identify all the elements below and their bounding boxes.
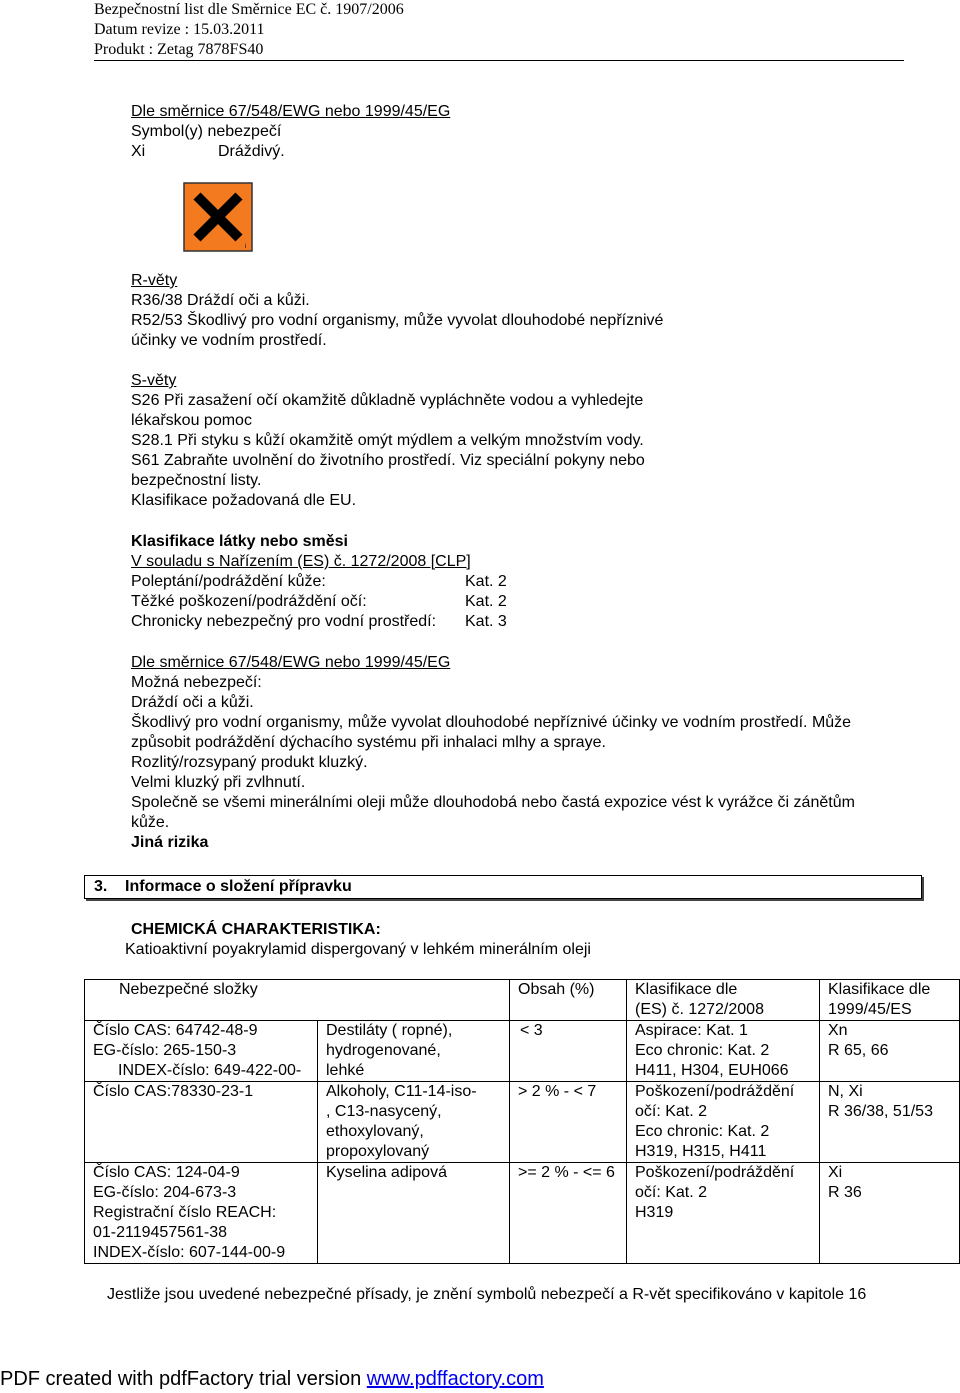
hazard-line: Velmi kluzký při zvlhnutí. — [131, 774, 306, 791]
component-name: Kyselina adipová — [318, 1163, 510, 1264]
eu-directive-block — [131, 102, 931, 162]
symbol-row — [131, 142, 931, 162]
section-3-header — [84, 875, 922, 899]
header-content: Obsah (%) — [510, 980, 627, 1021]
component-clp: Aspirace: Kat. 1 Eco chronic: Kat. 2 H411, H304, EUH066 — [627, 1021, 820, 1082]
table-row — [85, 1163, 960, 1264]
pdf-factory-link[interactable]: www.pdffactory.com — [366, 1368, 544, 1390]
hazards-block — [131, 653, 931, 853]
clp-row — [131, 592, 931, 612]
symbol-code: Xi — [131, 143, 146, 160]
components-footnote: Jestliže jsou uvedené nebezpečné přísady, je znění symbolů nebezpečí a R-vět specifikováno v kapitole 16 — [107, 1286, 867, 1303]
clp-value: Kat. 3 — [465, 613, 507, 630]
other-hazards-label: Jiná rizika — [131, 834, 209, 851]
symbol-name: Dráždivý. — [218, 143, 285, 160]
r-phrase-line: R52/53 Škodlivý pro vodní organismy, může vyvolat dlouhodobé nepříznivé — [131, 312, 664, 329]
table-row — [85, 1082, 960, 1163]
s-phrases-block — [131, 371, 931, 511]
pdf-footer-text: PDF created with pdfFactory trial version — [0, 1368, 367, 1390]
r-phrase-line: účinky ve vodním prostředí. — [131, 332, 327, 349]
clp-block — [131, 532, 931, 632]
hazard-line: Rozlitý/rozsypaný produkt kluzký. — [131, 754, 368, 771]
s-phrase-line: S26 Při zasažení očí okamžitě důkladně vypláchněte vodou a vyhledejte — [131, 392, 644, 409]
component-dsd: N, Xi R 36/38, 51/53 — [820, 1082, 960, 1163]
hazard-line: Dráždí oči a kůži. — [131, 694, 254, 711]
s-phrase-line: Klasifikace požadovaná dle EU. — [131, 492, 357, 509]
component-content: >= 2 % - <= 6 — [510, 1163, 627, 1264]
s-phrase-line: S28.1 Při styku s kůží okamžitě omýt mýdlem a velkým množstvím vody. — [131, 432, 644, 449]
component-dsd: Xn R 65, 66 — [820, 1021, 960, 1082]
s-phrase-line: bezpečnostní listy. — [131, 472, 262, 489]
s-phrases-title: S-věty — [131, 372, 177, 389]
eu-heading: Dle směrnice 67/548/EWG nebo 1999/45/EG — [131, 103, 451, 120]
clp-value: Kat. 2 — [465, 573, 507, 590]
component-ids: Číslo CAS: 124-04-9 EG-číslo: 204-673-3 Registrační číslo REACH: 01-2119457561-38 INDEX-číslo: 607-144-00-9 — [85, 1163, 318, 1264]
table-row — [85, 1021, 960, 1082]
hazard-line: kůže. — [131, 814, 170, 831]
component-ids: Číslo CAS: 64742-48-9 EG-číslo: 265-150-3 INDEX-číslo: 649-422-00- — [85, 1021, 318, 1082]
header-dsd-classification: Klasifikace dle 1999/45/ES — [820, 980, 960, 1021]
component-dsd: Xi R 36 — [820, 1163, 960, 1264]
clp-value: Kat. 2 — [465, 593, 507, 610]
component-clp: Poškození/podráždění očí: Kat. 2 H319 — [627, 1163, 820, 1264]
component-content: < 3 — [510, 1021, 627, 1082]
svg-text:i: i — [245, 244, 247, 250]
clp-title: Klasifikace látky nebo směsi — [131, 533, 348, 550]
header-title: Bezpečnostní list dle Směrnice EC č. 1907/2006 — [94, 1, 404, 18]
header-product: Produkt : Zetag 7878FS40 — [94, 41, 264, 58]
r-phrases-title: R-věty — [131, 272, 178, 289]
r-phrase-line: R36/38 Dráždí oči a kůži. — [131, 292, 310, 309]
hazard-line: způsobit podráždění dýchacího systému při inhalaci mlhy a spraye. — [131, 734, 606, 751]
component-name: Alkoholy, C11-14-iso- , C13-nasycený, ethoxylovaný, propoxylovaný — [318, 1082, 510, 1163]
hazard-line: Škodlivý pro vodní organismy, může vyvolat dlouhodobé nepříznivé účinky ve vodním prostředí. Může — [131, 714, 852, 731]
chemical-characteristic-title: CHEMICKÁ CHARAKTERISTIKA: — [131, 921, 381, 938]
component-ids: Číslo CAS:78330-23-1 — [85, 1082, 318, 1163]
clp-label: Chronicky nebezpečný pro vodní prostředí: — [131, 613, 437, 630]
hazards-heading: Dle směrnice 67/548/EWG nebo 1999/45/EG — [131, 654, 451, 671]
component-content: > 2 % - < 7 — [510, 1082, 627, 1163]
component-clp: Poškození/podráždění očí: Kat. 2 Eco chronic: Kat. 2 H319, H315, H411 — [627, 1082, 820, 1163]
s-phrase-line: lékařskou pomoc — [131, 412, 252, 429]
components-table — [84, 979, 960, 1264]
hazard-line: Společně se všemi minerálními oleji může dlouhodobá nebo častá expozice vést k vyrážce či zánětům — [131, 794, 855, 811]
header-hazardous-components: Nebezpečné složky — [85, 980, 510, 1021]
symbols-label: Symbol(y) nebezpečí — [131, 123, 282, 140]
chemical-characteristic-desc: Katioaktivní poyakrylamid dispergovaný v lehkém minerálním oleji — [125, 941, 591, 958]
header-divider — [94, 60, 904, 61]
r-phrases-block — [131, 271, 931, 351]
header-clp-classification: Klasifikace dle (ES) č. 1272/2008 — [627, 980, 820, 1021]
document-header — [94, 0, 904, 60]
clp-row — [131, 612, 931, 632]
harmful-irritant-x-icon — [183, 182, 253, 252]
section-3-title: Informace o složení přípravku — [125, 878, 352, 895]
section-3-number: 3. — [94, 878, 108, 895]
s-phrase-line: S61 Zabraňte uvolnění do životního prostředí. Viz speciální pokyny nebo — [131, 452, 645, 469]
clp-row — [131, 572, 931, 592]
pdf-factory-footer — [0, 1366, 544, 1392]
component-name: Destiláty ( ropné), hydrogenované, lehké — [318, 1021, 510, 1082]
clp-subtitle: V souladu s Nařízením (ES) č. 1272/2008 [CLP] — [131, 553, 471, 570]
header-revision-date: Datum revize : 15.03.2011 — [94, 21, 265, 38]
clp-label: Poleptání/podráždění kůže: — [131, 573, 326, 590]
clp-label: Těžké poškození/podráždění očí: — [131, 593, 367, 610]
table-header-row — [85, 980, 960, 1021]
hazard-line: Možná nebezpečí: — [131, 674, 262, 691]
